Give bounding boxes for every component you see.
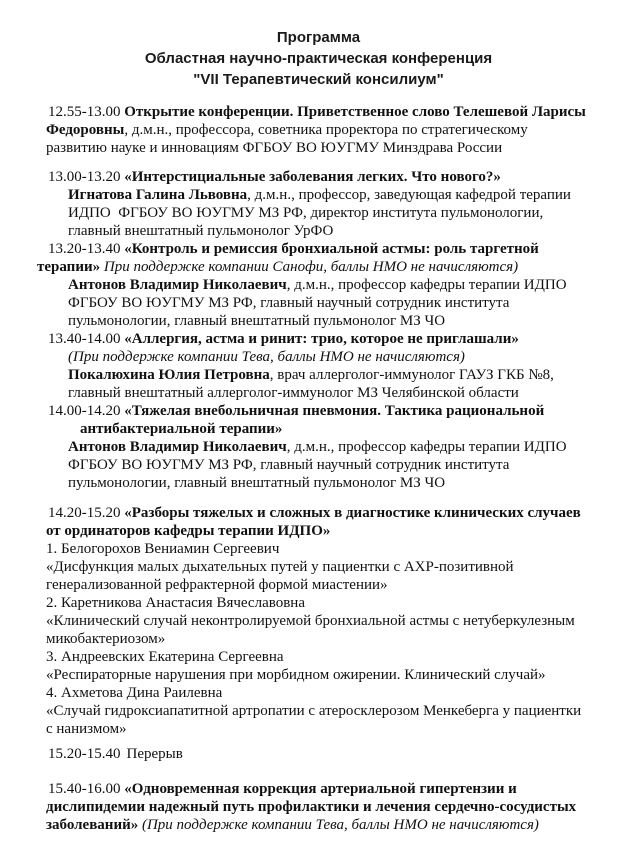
session-title: «Одновременная коррекция артериальной гипертензии и дислипидемии надежный путь профилактики и лечения сердечно-сосудистых заболеваний» [46,781,577,833]
session-block [46,168,591,240]
session-title-line [46,780,591,834]
case-presenter: 2. Каретникова Анастасия Вячеславовна [46,595,305,611]
page-title: Программа [276,29,361,46]
speaker-credentials: , д.м.н., профессор кафедры терапии ИДПО ФГБОУ ВО ЮУГМУ МЗ РФ, главный научный сотрудник института пульмонологии, главный внештатный пульмонолог МЗ ЧО [68,277,567,329]
session-title-line [46,402,591,438]
session-time: 15.40-16.00 [48,781,121,797]
session-block-case-reviews [46,504,591,738]
speaker-name: Покалюхина Юлия Петровна [68,367,270,383]
session-time: 15.20-15.40 [48,746,121,762]
session-block [46,402,591,492]
case-topic: «Случай гидроксиапатитной артропатии с атеросклерозом Менкеберга у пациентки с нанизмом» [46,703,582,737]
session-time: 13.00-13.20 [48,169,121,185]
session-title: Открытие конференции. Приветственное слово Телешевой Ларисы Федоровны [46,104,586,138]
document-header [46,27,591,90]
case-presenter: 3. Андреевских Екатерина Сергеевна [46,649,284,665]
session-title-line [37,240,591,276]
session-title-line [46,504,591,540]
session-block [46,330,591,402]
session-break [46,745,591,763]
support-note: (При поддержке компании Тева, баллы НМО не начисляются) [68,349,465,365]
session-opening [46,103,591,157]
case-topic: «Клинический случай неконтролируемой бронхиальной астмы с нетуберкулезным микобактериозом» [46,613,575,647]
session-time: 14.20-15.20 [48,505,121,521]
support-note: (При поддержке компании Тева, баллы НМО не начисляются) [141,817,539,833]
session-time: 13.20-13.40 [48,241,121,257]
speaker-credentials: , д.м.н., профессор кафедры терапии ИДПО ФГБОУ ВО ЮУГМУ МЗ РФ, главный научный сотрудник института пульмонологии, главный внештатный пульмонолог МЗ ЧО [68,439,567,491]
conference-subtitle: "VII Терапевтический консилиум" [193,71,444,88]
session-time: 12.55-13.00 [48,104,121,120]
speaker-line [46,186,591,240]
session-title: «Разборы тяжелых и сложных в диагностике клинических случаев от ординаторов кафедры терапии ИДПО» [46,505,581,539]
speaker-credentials: , врач аллерголог-иммунолог ГАУЗ ГКБ №8, главный внештатный аллерголог-иммунолог МЗ Челябинской области [68,367,554,401]
session-title: «Контроль и ремиссия бронхиальной астмы: роль таргетной терапии» [37,241,539,275]
session-description: , д.м.н., профессора, советника проректора по стратегическому развитию науке и инновациям ФГБОУ ВО ЮУГМУ Минздрава России [46,122,528,156]
speaker-name: Антонов Владимир Николаевич [68,439,287,455]
support-note: При поддержке компании Санофи, баллы НМО не начисляются) [103,259,519,275]
session-block [37,240,591,330]
break-label: Перерыв [126,746,183,762]
speaker-credentials: , д.м.н., профессор, заведующая кафедрой терапии ИДПО ФГБОУ ВО ЮУГМУ МЗ РФ, директор института пульмонологии, главный внештатный пульмонолог УрФО [68,187,571,239]
case-topic: «Дисфункция малых дыхательных путей у пациентки с АХР-позитивной генерализованной рефрактерной формой миастении» [46,559,514,593]
case-topic: «Респираторные нарушения при морбидном ожирении. Клинический случай» [46,667,546,683]
session-time: 14.00-14.20 [48,403,121,419]
session-title: «Интерстициальные заболевания легких. Что нового?» [124,169,501,185]
speaker-line [46,366,591,402]
conference-name: Областная научно-практическая конференция [144,50,493,67]
session-title-line [46,330,591,348]
session-title: «Тяжелая внебольничная пневмония. Тактика рациональной антибактериальной терапии» [80,403,545,437]
session-title: «Аллергия, астма и ринит: трио, которое не приглашали» [124,331,519,347]
case-presenter: 1. Белогорохов Вениамин Сергеевич [46,541,280,557]
speaker-name: Игнатова Галина Львовна [68,187,248,203]
speaker-line [46,276,591,330]
session-time: 13.40-14.00 [48,331,121,347]
case-presenter: 4. Ахметова Дина Раилевна [46,685,223,701]
speaker-line [46,438,591,492]
speaker-name: Антонов Владимир Николаевич [68,277,287,293]
session-title-line [46,168,591,186]
